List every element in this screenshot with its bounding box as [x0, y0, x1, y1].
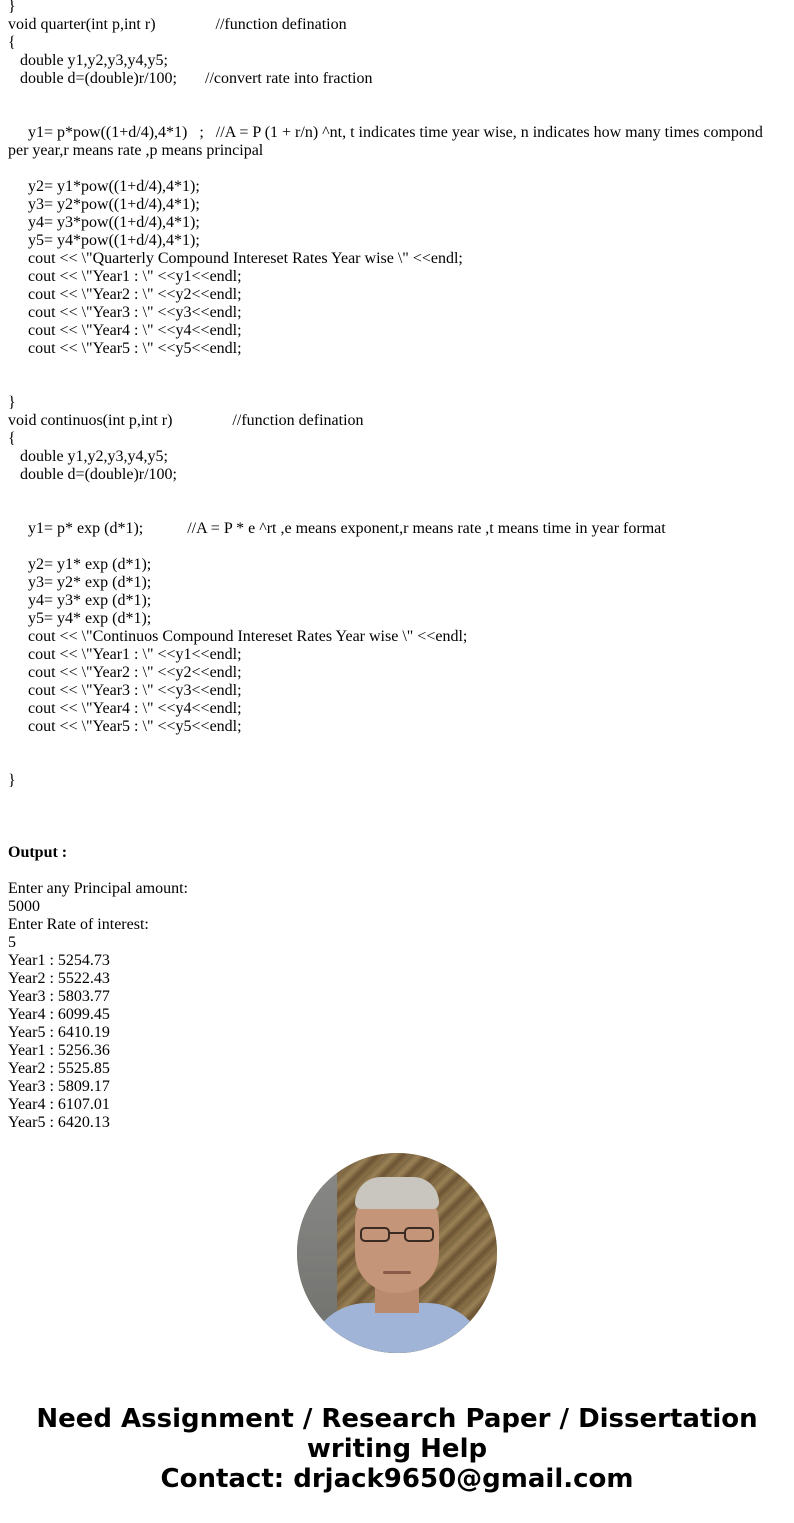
code-line: void continuos(int p,int r) //function defination — [8, 412, 364, 429]
output-line: Year2 : 5525.85 — [8, 1060, 110, 1077]
spacer — [8, 826, 786, 844]
code-line: cout << \"Year2 : \" <<y2<<endl; — [8, 664, 242, 681]
output-line: Year2 : 5522.43 — [8, 970, 110, 987]
code-line: cout << \"Year4 : \" <<y4<<endl; — [8, 700, 242, 717]
code-line: double y1,y2,y3,y4,y5; — [8, 52, 168, 69]
banner-line-1: Need Assignment / Research Paper / Dissertation — [36, 1404, 758, 1434]
code-listing — [8, 0, 786, 826]
output-line: Year1 : 5256.36 — [8, 1042, 110, 1059]
contact-banner — [0, 1404, 794, 1494]
output-line: Year3 : 5803.77 — [8, 988, 110, 1005]
code-line: double y1,y2,y3,y4,y5; — [8, 448, 168, 465]
code-line — [8, 538, 786, 556]
output-line: Enter any Principal amount: — [8, 880, 188, 897]
code-line: y3= y2*pow((1+d/4),4*1); — [8, 196, 200, 213]
code-line: y5= y4* exp (d*1); — [8, 610, 152, 627]
output-heading: Output : — [8, 844, 68, 861]
spacer — [8, 862, 786, 880]
program-output — [8, 880, 786, 1132]
code-line — [8, 808, 786, 826]
output-line: Year4 : 6107.01 — [8, 1096, 110, 1113]
output-line: Year3 : 5809.17 — [8, 1078, 110, 1095]
code-line: y2= y1* exp (d*1); — [8, 556, 152, 573]
code-line: cout << \"Year1 : \" <<y1<<endl; — [8, 646, 242, 663]
code-line: cout << \"Year4 : \" <<y4<<endl; — [8, 322, 242, 339]
code-line: { — [8, 430, 16, 447]
code-line: cout << \"Year2 : \" <<y2<<endl; — [8, 286, 242, 303]
code-line: cout << \"Year3 : \" <<y3<<endl; — [8, 304, 242, 321]
code-line — [8, 502, 786, 520]
code-line — [8, 790, 786, 808]
output-line: Year5 : 6420.13 — [8, 1114, 110, 1131]
code-line: y4= y3* exp (d*1); — [8, 592, 152, 609]
code-line: } — [8, 394, 16, 411]
code-line: cout << \"Quarterly Compound Intereset Rates Year wise \" <<endl; — [8, 250, 463, 267]
output-line: Year1 : 5254.73 — [8, 952, 110, 969]
code-line — [8, 106, 786, 124]
glasses-icon — [360, 1227, 434, 1243]
code-line — [8, 88, 786, 106]
code-line: y3= y2* exp (d*1); — [8, 574, 152, 591]
code-line — [8, 376, 786, 394]
document-body — [8, 0, 786, 1132]
code-line: cout << \"Continuos Compound Intereset Rates Year wise \" <<endl; — [8, 628, 468, 645]
code-line — [8, 160, 786, 178]
code-line: y2= y1*pow((1+d/4),4*1); — [8, 178, 200, 195]
code-line: double d=(double)r/100; — [8, 466, 177, 483]
code-line: cout << \"Year3 : \" <<y3<<endl; — [8, 682, 242, 699]
code-line — [8, 736, 786, 754]
banner-line-2: writing Help — [306, 1434, 488, 1464]
output-line: Year4 : 6099.45 — [8, 1006, 110, 1023]
code-line — [8, 358, 786, 376]
code-line: void quarter(int p,int r) //function defination — [8, 16, 347, 33]
author-photo — [297, 1153, 497, 1353]
code-line: { — [8, 34, 16, 51]
code-line: } — [8, 0, 16, 15]
code-line — [8, 484, 786, 502]
code-line: y4= y3*pow((1+d/4),4*1); — [8, 214, 200, 231]
output-line: 5000 — [8, 898, 40, 915]
output-line: Year5 : 6410.19 — [8, 1024, 110, 1041]
banner-line-3: Contact: drjack9650@gmail.com — [160, 1464, 634, 1494]
code-line: y5= y4*pow((1+d/4),4*1); — [8, 232, 200, 249]
code-line: cout << \"Year5 : \" <<y5<<endl; — [8, 718, 242, 735]
output-line: Enter Rate of interest: — [8, 916, 149, 933]
code-line: y1= p* exp (d*1); //A = P * e ^rt ,e means exponent,r means rate ,t means time in year format — [8, 520, 666, 537]
code-line: } — [8, 772, 16, 789]
code-line: cout << \"Year5 : \" <<y5<<endl; — [8, 340, 242, 357]
code-line: double d=(double)r/100; //convert rate into fraction — [8, 70, 373, 87]
code-line: y1= p*pow((1+d/4),4*1) ; //A = P (1 + r/n) ^nt, t indicates time year wise, n indicates how many times compond per year,r means rate ,p means principal — [8, 124, 767, 159]
code-line: cout << \"Year1 : \" <<y1<<endl; — [8, 268, 242, 285]
code-line — [8, 754, 786, 772]
output-line: 5 — [8, 934, 16, 951]
